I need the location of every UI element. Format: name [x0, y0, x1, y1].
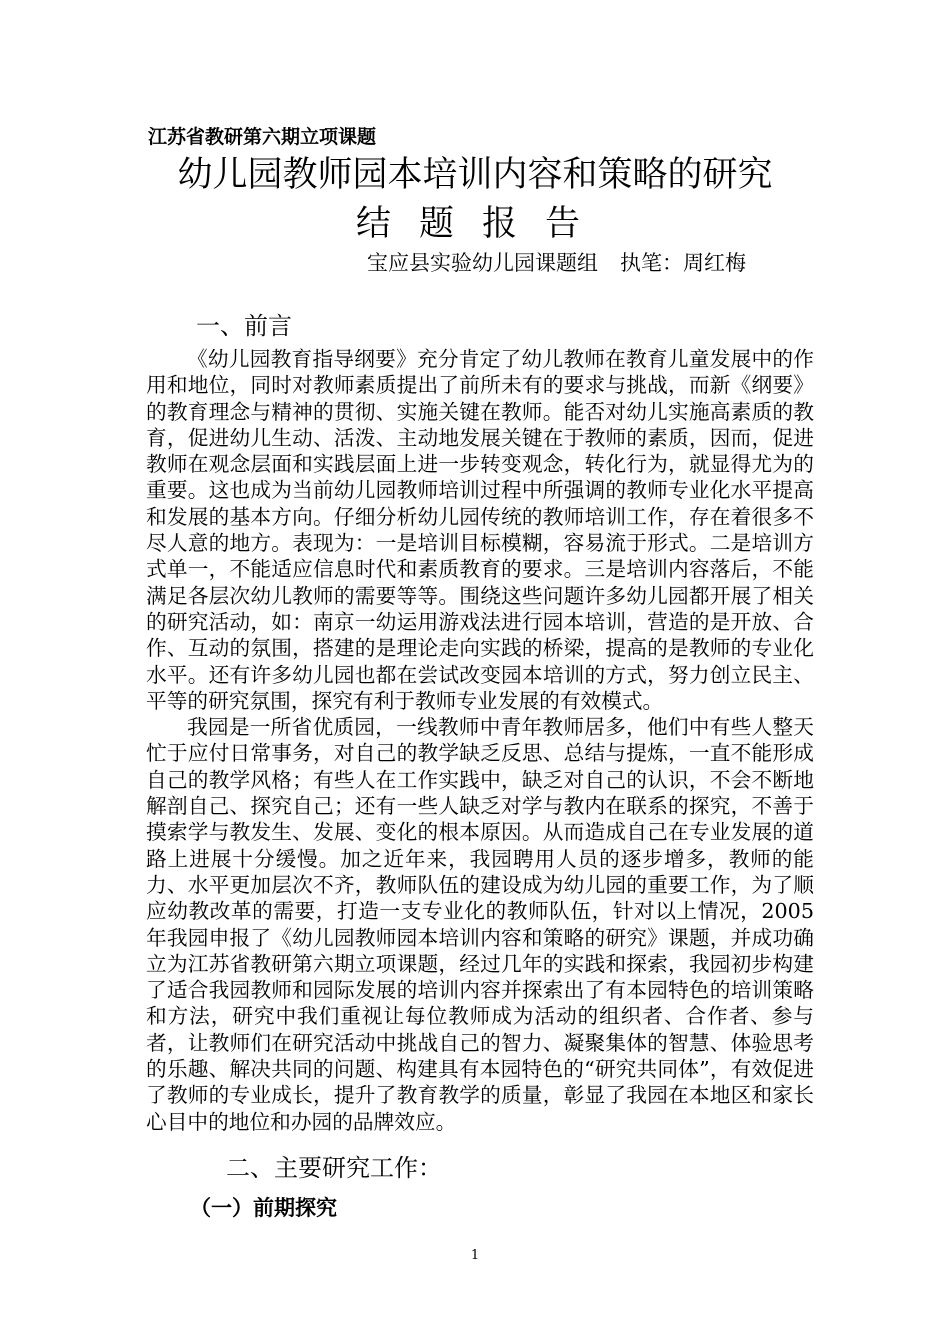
preface-heading: 一、前言: [196, 312, 292, 340]
preface-paragraph-1: 《幼儿园教育指导纲要》充分肯定了幼儿教师在教育儿童发展中的作用和地位，同时对教师素质提出了前所未有的要求与挑战，而新《纲要》的教育理念与精神的贯彻、实施关键在教师。能否对幼儿实施高素质的教育，促进幼儿生动、活泼、主动地发展关键在于教师的素质，因而，促进教师在观念层面和实践层面上进一步转变观念，转化行为，就显得尤为的重要。这也成为当前幼儿园教师培训过程中所强调的教师专业化水平提高和发展的基本方向。仔细分析幼儿园传统的教师培训工作，存在着很多不尽人意的地方。表现为：一是培训目标模糊，容易流于形式。二是培训方式单一，不能适应信息时代和素质教育的要求。三是培训内容落后，不能满足各层次幼儿教师的需要等等。围绕这些问题许多幼儿园都开展了相关的研究活动，如：南京一幼运用游戏法进行园本培训，营造的是开放、合作、互动的氛围，搭建的是理论走向实践的桥梁，提高的是教师的专业化水平。还有许多幼儿园也都在尝试改变园本培训的方式，努力创立民主、平等的研究氛围，探究有利于教师专业发展的有效模式。: [146, 347, 814, 713]
author-line: [367, 246, 746, 280]
document-subtitle: 结题报告: [355, 204, 608, 244]
project-label: 江苏省教研第六期立项课题: [148, 126, 377, 148]
preface-body: [146, 346, 814, 1135]
work-subheading: （一）前期探究: [190, 1196, 337, 1220]
work-heading: 二、主要研究工作：: [226, 1154, 442, 1182]
preface-paragraph-2: 我园是一所省优质园，一线教师中青年教师居多，他们中有些人整天忙于应付日常事务，对自己的教学缺乏反思、总结与提炼，一直不能形成自己的教学风格；有些人在工作实践中，缺乏对自己的认识，不会不断地解剖自己、探究自己；还有一些人缺乏对学与教内在联系的探究，不善于摸索学与教发生、发展、变化的根本原因。从而造成自己在专业发展的道路上进展十分缓慢。加之近年来，我园聘用人员的逐步增多，教师的能力、水平更加层次不齐，教师队伍的建设成为幼儿园的重要工作，为了顺应幼教改革的需要，打造一支专业化的教师队伍，针对以上情况，2005年我园申报了《幼儿园教师园本培训内容和策略的研究》课题，并成功确立为江苏省教研第六期立项课题，经过几年的实践和探索，我园初步构建了适合我园教师和园际发展的培训内容并探索出了有本园特色的培训策略和方法，研究中我们重视让每位教师成为活动的组织者、合作者、参与者，让教师们在研究活动中挑战自己的智力、凝聚集体的智慧、体验思考的乐趣、解决共同的问题、构建具有本园特色的“研究共同体”，有效促进了教师的专业成长，提升了教育教学的质量，彰显了我园在本地区和家长心目中的地位和办园的品牌效应。: [146, 715, 814, 1134]
author-group: 宝应县实验幼儿园课题组: [367, 251, 598, 275]
author-name: 执笔：周红梅: [620, 251, 746, 275]
document-title: 幼儿园教师园本培训内容和策略的研究: [177, 155, 773, 195]
page-number: 1: [470, 1248, 480, 1263]
